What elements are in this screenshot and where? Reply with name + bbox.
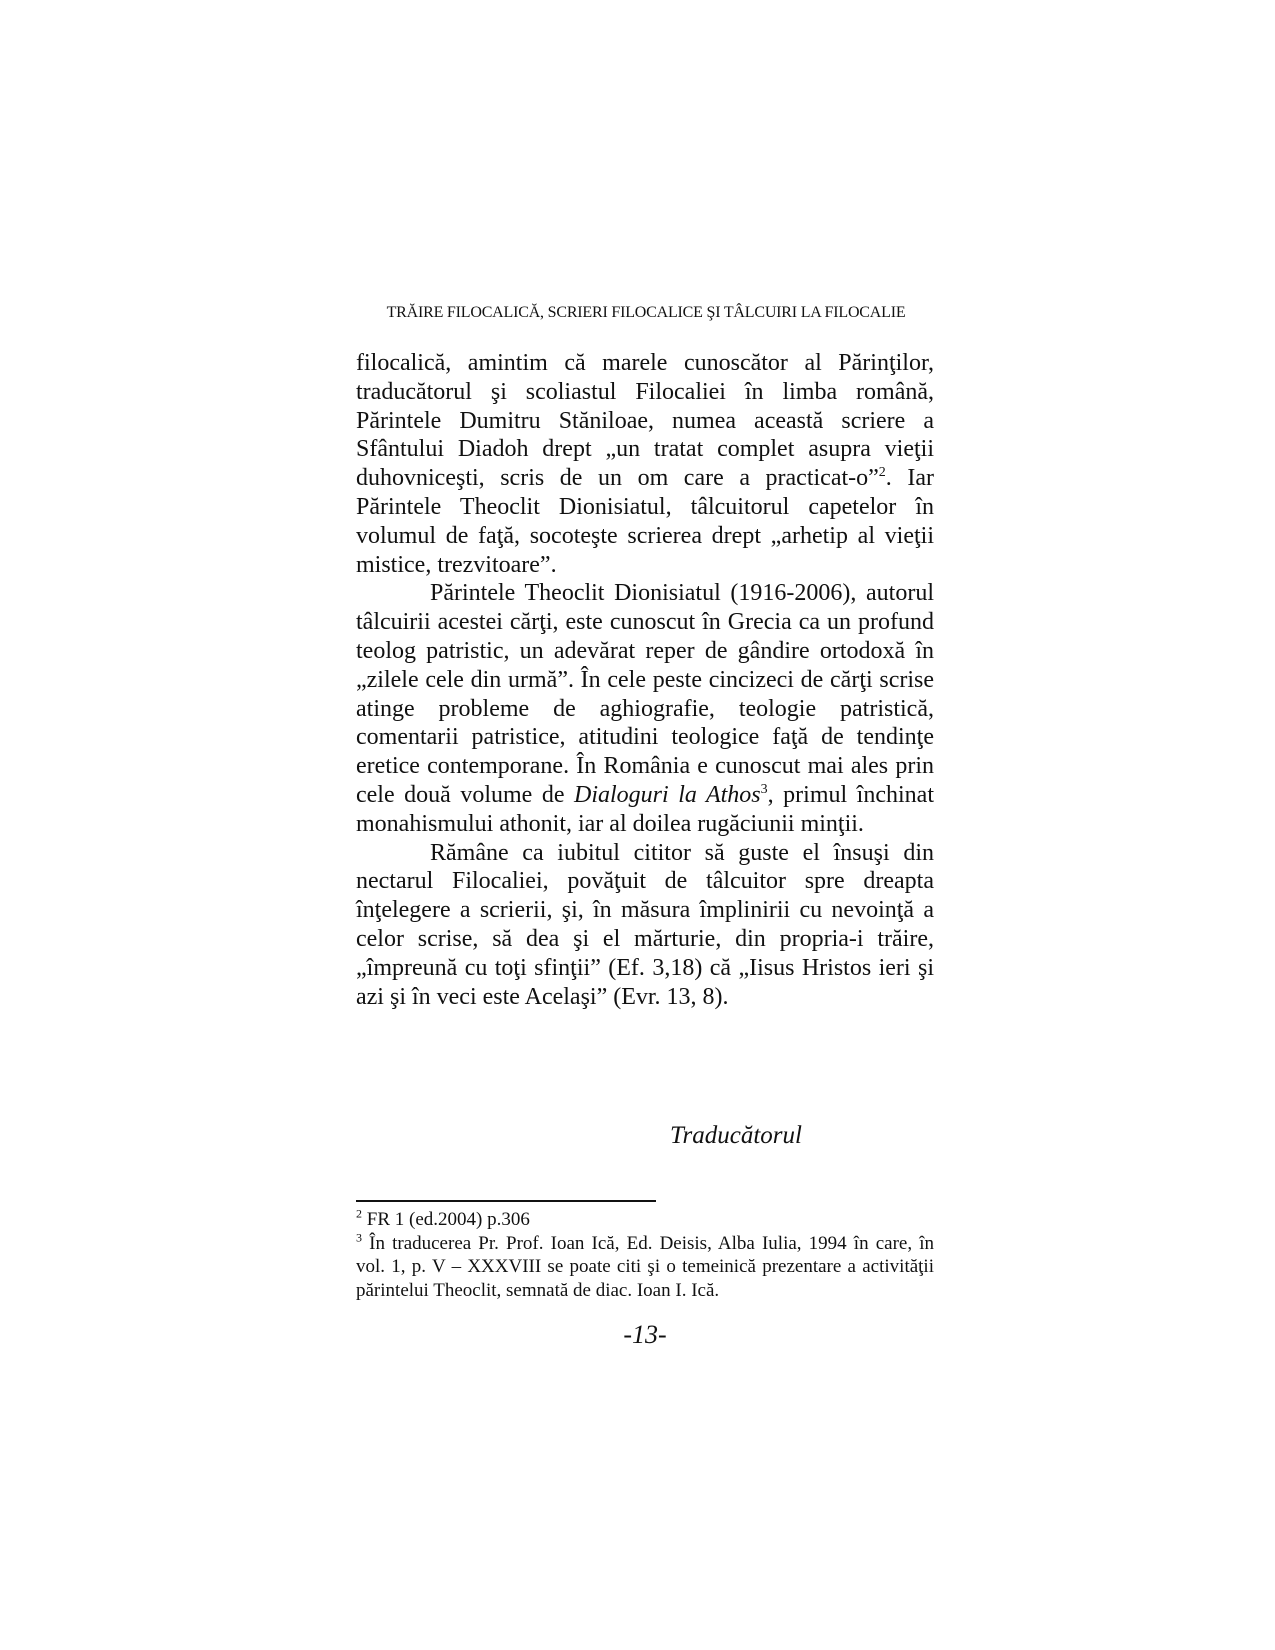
paragraph-3: Rămâne ca iubitul cititor să guste el însuşi din nectarul Filocaliei, povăţuit de tâlcuitor spre dreapta înţelegere a scrierii, şi, în măsura împlinirii cu nevoinţă a celor scrise, să dea şi el mărturie, din propria-i trăire, „împreună cu toţi sfinţii” (Ef. 3,18) că „Iisus Hristos ieri şi azi şi în veci este Acelaşi” (Evr. 13, 8).: [356, 839, 934, 1010]
page-number: -13-: [623, 1320, 667, 1349]
footnote-text: În traducerea Pr. Prof. Ioan Ică, Ed. Deisis, Alba Iulia, 1994 în care, în vol. 1, p. V – XXXVIII se poate citi şi o temeinică prezentare a activităţii părintelui Theoclit, semnată de diac. Ioan I. Ică.: [356, 1232, 934, 1301]
footnote-2: [356, 1208, 934, 1232]
footnotes: [356, 1208, 934, 1302]
footnote-divider: [356, 1200, 656, 1202]
running-header: TRĂIRE FILOCALICĂ, SCRIERI FILOCALICE ŞI TÂLCUIRI LA FILOCALIE: [386, 304, 906, 321]
paragraph-1-text: filocalică, amintim că marele cunoscător al Părinţilor, traducătorul şi scoliastul Filocaliei în limba română, Părintele Dumitru Stăniloae, numea această scriere a Sfântului Diadoh drept „un tratat complet asupra vieţii duhovniceşti, scris de un om care a practicat-o”: [356, 350, 934, 492]
book-title: Dialoguri la Athos: [574, 781, 761, 808]
footnote-text: FR 1 (ed.2004) p.306: [362, 1209, 530, 1230]
signature: Traducătorul: [670, 1122, 802, 1149]
footnote-mark: 2: [356, 1206, 362, 1221]
main-text: [356, 349, 934, 1011]
footnote-3: [356, 1232, 934, 1303]
paragraph-2-text: Părintele Theoclit Dionisiatul (1916-2006), autorul tâlcuirii acestei cărţi, este cunoscut în Grecia ca un profund teolog patristic, un adevărat reper de gândire ortodoxă în „zilele cele din urmă”. În cele peste cincizeci de cărţi scrise atinge probleme de aghiografie, teologie patristică, comentarii patristice, atitudini teologice faţă de tendinţe eretice contemporane. În România e cunoscut mai ales prin cele două volume de: [356, 580, 934, 808]
paragraph-1: [356, 349, 934, 579]
paragraph-1-text-cont: . Iar Părintele Theoclit Dionisiatul, tâlcuitorul capetelor în volumul de faţă, socoteşte scrierea drept „arhetip al vieţii mistice, trezvitoare”.: [356, 465, 935, 578]
paragraph-2-text-cont: , primul închinat monahismului athonit, iar al doilea rugăciunii minţii.: [356, 781, 934, 837]
footnote-ref-3[interactable]: 3: [760, 781, 768, 797]
footnote-ref-2[interactable]: 2: [878, 465, 886, 481]
paragraph-2: [356, 579, 934, 838]
footnote-mark: 3: [356, 1230, 362, 1245]
